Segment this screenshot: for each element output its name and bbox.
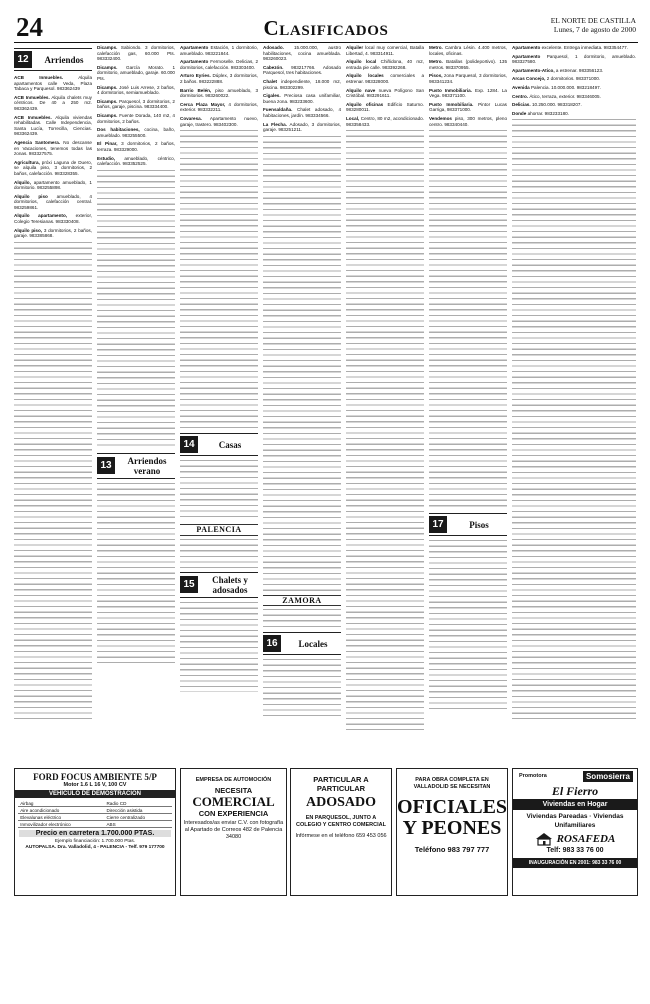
table-cell: ABS bbox=[104, 821, 171, 828]
ad-text: 3 dormitorios, 2 baños, garaje. 983385868. bbox=[14, 227, 92, 239]
section-name: Chalets y adosados bbox=[212, 574, 248, 595]
ad-text: zona Parquesol, 3 dormitorios, 983341234. bbox=[429, 73, 507, 84]
classified-ad bbox=[14, 194, 92, 211]
classified-ad bbox=[263, 45, 341, 62]
ad-lead: Cabezón. bbox=[263, 64, 284, 70]
ad-lead: Pisos, bbox=[429, 73, 443, 79]
classified-ad bbox=[14, 75, 92, 92]
ad-lead: Avenida bbox=[512, 84, 530, 90]
ad-text: excelente. Entrega inmediata. 983354477. bbox=[541, 45, 628, 50]
ad-text-block bbox=[263, 659, 341, 719]
ad-text: José Luis Arrese, 2 baños, 4 dormitorios, semiamueblado. bbox=[97, 84, 175, 96]
ad-text: 10.250.000. 983318207. bbox=[531, 102, 582, 108]
table-row bbox=[18, 821, 172, 828]
city-heading-zamora: ZAMORA bbox=[263, 595, 341, 607]
classified-ad bbox=[180, 102, 258, 113]
classified-ad bbox=[97, 127, 175, 138]
ad-text-block bbox=[429, 130, 507, 510]
ad-text: Parquesol, 1 dormitorio, amueblado. 983327580. bbox=[512, 53, 636, 65]
brand-subtitle: El Fierro bbox=[551, 784, 599, 798]
ad-text: Ático, terraza, exterior. 983346005. bbox=[529, 93, 601, 99]
classified-ad bbox=[97, 99, 175, 110]
classified-ad bbox=[429, 73, 507, 84]
ad-lead: Agencia Santomera. bbox=[14, 139, 61, 145]
ad-lead: Dicamps. bbox=[97, 45, 118, 50]
classified-ad bbox=[180, 59, 258, 70]
ad-lead: Arturo Eyries. bbox=[180, 73, 211, 79]
column-5 bbox=[346, 45, 424, 761]
particular-label: PARTICULAR A PARTICULAR bbox=[313, 775, 369, 793]
classified-ad bbox=[429, 116, 507, 127]
classified-ad bbox=[180, 73, 258, 84]
ad-lead: Vendemos bbox=[429, 115, 452, 121]
job-title: COMERCIAL bbox=[192, 794, 275, 809]
paper-name: EL NORTE DE CASTILLA bbox=[550, 16, 636, 25]
ad-lead: Fuensaldaña. bbox=[263, 107, 293, 113]
ad-text-block bbox=[180, 602, 258, 692]
ad-lead: Alquilo locales bbox=[346, 73, 384, 79]
ad-text: Estación, 1 dormitorio, amueblado. 983221844. bbox=[180, 45, 258, 56]
ad-lead: Dicamps. bbox=[97, 64, 118, 70]
table-row bbox=[18, 807, 172, 814]
column-7 bbox=[512, 45, 636, 761]
table-cell: Elevalunas eléctrico bbox=[18, 814, 104, 821]
section-number: 16 bbox=[263, 635, 281, 652]
dealer-address: AUTOPALSA. Dra. Valladolid, 4 - PALENCIA - Telf. 979 177700 bbox=[25, 845, 165, 850]
page-header bbox=[14, 12, 638, 43]
classified-ad bbox=[14, 160, 92, 177]
section-header-17 bbox=[429, 513, 507, 536]
ad-lead: Arcas Concejo, bbox=[512, 76, 546, 82]
ad-list bbox=[180, 45, 258, 127]
ad-text-block bbox=[263, 136, 341, 591]
ad-text-block bbox=[180, 460, 258, 520]
ad-text: No descanse en Vacaciones, tenemos todas las zonas. 983327575. bbox=[14, 139, 92, 157]
classified-ad bbox=[512, 94, 636, 100]
classified-ad bbox=[14, 180, 92, 191]
classified-ad bbox=[263, 65, 341, 76]
ad-lead: Apartamento bbox=[180, 45, 209, 50]
classified-ad bbox=[512, 68, 636, 74]
ad-list bbox=[512, 45, 636, 116]
ad-text-block bbox=[97, 170, 175, 450]
price-value: 1.700.000 PTAS. bbox=[101, 830, 155, 837]
classified-ad bbox=[180, 45, 258, 56]
employer: EMPRESA DE AUTOMOCIÓN bbox=[195, 777, 272, 783]
classified-ad bbox=[512, 111, 636, 117]
table-cell: Airbag bbox=[18, 800, 104, 807]
ad-text: amueblado, céntrico, calefacción. 983352525. bbox=[97, 155, 175, 167]
ad-text: apartamento amueblado, 1 dormitorio. 983255898. bbox=[14, 179, 92, 191]
ad-lead: Alquilo apartamento, bbox=[14, 213, 68, 219]
column-3 bbox=[180, 45, 258, 761]
classified-ad bbox=[512, 54, 636, 65]
ad-lead: Pusto Inmobiliaria. bbox=[429, 101, 474, 107]
ad-text-block bbox=[14, 242, 92, 722]
ad-lead: Alquilo piso bbox=[14, 193, 48, 199]
classified-ad bbox=[346, 116, 424, 127]
classified-ad bbox=[97, 85, 175, 96]
ad-lead: Barrio Belén, bbox=[180, 87, 212, 93]
promo-footer: INAUGURACIÓN EN 2001: 983 33 76 00 bbox=[513, 858, 637, 868]
ad-lead: Alquilo nave bbox=[346, 87, 376, 93]
classified-ad bbox=[429, 102, 507, 113]
classified-ad bbox=[97, 45, 175, 62]
classified-ad bbox=[263, 79, 341, 90]
ad-list bbox=[429, 45, 507, 127]
issue-date: Lunes, 7 de agosto de 2000 bbox=[553, 25, 636, 34]
header-info bbox=[551, 16, 636, 34]
ad-text: cocina, baño, amueblado. 983255500. bbox=[97, 127, 175, 138]
ad-lead: Estudio, bbox=[97, 155, 116, 161]
ad-lead: Alquilo local bbox=[346, 59, 377, 65]
ad-lead: ACB Inmuebles. bbox=[14, 94, 50, 100]
ad-list bbox=[97, 45, 175, 167]
ad-subtitle: Motor 1.6 L 16 V, 100 CV bbox=[63, 782, 127, 788]
ad-text: 983217766. Adosado Parquesol, tres habitaciones. bbox=[263, 64, 341, 76]
brand-somosierra: Somosierra bbox=[583, 771, 633, 782]
ad-text: Palencia. 10.000.000. 983218497. bbox=[530, 84, 601, 90]
classified-ad bbox=[346, 102, 424, 113]
ad-lead: Alquiler bbox=[346, 45, 364, 50]
ad-text-block bbox=[346, 130, 424, 730]
ad-text-block bbox=[97, 483, 175, 663]
ad-text: Alquila apartamentos calle Veda, Plaza Tabaca y Parquesol. 983362439 bbox=[14, 75, 92, 92]
classified-ad bbox=[14, 228, 92, 239]
classified-ad bbox=[346, 88, 424, 99]
classified-ad bbox=[180, 116, 258, 127]
ad-text: comerciales a estrenar. 983328000. bbox=[346, 73, 424, 84]
requirement: CON EXPERIENCIA bbox=[198, 809, 269, 818]
classified-ad bbox=[14, 115, 92, 137]
section-number: 13 bbox=[97, 457, 115, 474]
ad-lead: Donde bbox=[512, 110, 527, 116]
classified-ad bbox=[512, 85, 636, 91]
brand-rosafeda: ROSAFEDA bbox=[556, 833, 616, 845]
ad-text: próxi Laguna de Duero, se alquila piso, 3 dormitorios, 2 baños, calefacción. 983328355. bbox=[14, 159, 92, 176]
classified-ad bbox=[512, 45, 636, 51]
ad-text: Adosado, 3 dormitorios, garaje. 983251211. bbox=[263, 121, 341, 133]
ad-text: Chalet adosado, 4 habitaciones, jardín. 983334566. bbox=[263, 107, 341, 118]
table-cell: Aire acondicionado bbox=[18, 807, 104, 814]
ad-text: amueblado, 4 dormitorios, calefacción central. 983259861. bbox=[14, 193, 92, 210]
price-label: Precio en carretera bbox=[35, 830, 100, 837]
ford-focus-ad bbox=[14, 768, 176, 896]
promo-phone: Telf: 983 33 76 00 bbox=[546, 847, 604, 854]
classified-ad bbox=[180, 88, 258, 99]
contact-phone: Teléfono 983 797 777 bbox=[414, 845, 490, 854]
ad-text: 3 dormitorios, 2 baños, terraza. 983329000. bbox=[97, 141, 175, 152]
ad-text: Sabiondo. 3 dormitorios, calefacción gas, 60.000 Pts. 983332400. bbox=[97, 45, 175, 62]
ad-lead: ACB Inmuebles. bbox=[14, 75, 64, 80]
ad-text: piso, 300 metros, pleno centro. 983340440. bbox=[429, 115, 507, 127]
classified-ad bbox=[263, 93, 341, 104]
logo-row bbox=[513, 832, 637, 846]
location: EN PARQUESOL, JUNTO A COLEGIO Y CENTRO COMERCIAL bbox=[296, 815, 386, 828]
ad-lead: Covaresa. bbox=[180, 115, 202, 121]
column-6 bbox=[429, 45, 507, 761]
column-2 bbox=[97, 45, 175, 761]
ad-text: a estrenar. 983356123. bbox=[555, 67, 604, 73]
ad-text: Cambra Lésin. 4.400 metros, locales, oficinas. bbox=[429, 45, 507, 56]
ad-text: piso amueblado, 3 dormitorios. 983260022. bbox=[180, 87, 258, 99]
ad-text: Fuente Dorada, 140 m2, 4 dormitorios, 2 baños. bbox=[97, 112, 175, 124]
classified-ad bbox=[97, 141, 175, 152]
ad-lead: Metro. bbox=[429, 45, 443, 50]
ad-text: exterior, Colegio Teresianas. 983330408. bbox=[14, 213, 92, 225]
ad-lead: ACB Inmuebles. bbox=[14, 114, 52, 120]
ad-lead: Cerca Plaza Mayor, bbox=[180, 101, 226, 107]
ad-title: FORD FOCUS AMBIENTE 5/P bbox=[33, 772, 157, 782]
ad-lead: Cigales. bbox=[263, 93, 281, 99]
financing-note: Ejemplo financiación: 1.700.000 Ptas. bbox=[54, 839, 136, 844]
section-number: 17 bbox=[429, 516, 447, 533]
ad-lead: Dicamps. bbox=[97, 84, 118, 90]
section-number: 15 bbox=[180, 576, 198, 593]
ad-text-block bbox=[429, 540, 507, 710]
ad-lead: Apartamento bbox=[512, 45, 541, 50]
column-1 bbox=[14, 45, 92, 761]
section-name: Arriendos verano bbox=[127, 455, 167, 476]
ad-text: Preciosa casa unifamiliar, buena zona. 983233600. bbox=[263, 93, 341, 104]
ad-lead: Alquilo, bbox=[14, 179, 31, 185]
ad-lead: Local, bbox=[346, 115, 360, 121]
ad-text: Alquila chalets muy céntricos. De 40 a 250 m2. 983362439. bbox=[14, 94, 92, 111]
city-heading-palencia: PALENCIA bbox=[180, 524, 258, 536]
classified-ad bbox=[429, 88, 507, 99]
job-intro: PARA OBRA COMPLETA EN VALLADOLID SE NECESITAN bbox=[413, 777, 491, 790]
ad-lead: Adosado. bbox=[263, 45, 284, 50]
section-name: Locales bbox=[298, 638, 328, 649]
promo-line: Viviendas Pareadas · Viviendas Unifamiliares bbox=[526, 813, 624, 829]
classified-ad bbox=[429, 59, 507, 70]
classified-ad bbox=[14, 95, 92, 112]
table-cell: Dirección asistida bbox=[104, 807, 171, 814]
section-header-13 bbox=[97, 453, 175, 479]
section-name: Arriendos bbox=[44, 54, 84, 65]
ad-text: independiente, 18.000 m2, piscina. 983302299. bbox=[263, 78, 341, 90]
classified-ad bbox=[429, 45, 507, 56]
ad-text: Edificio Saturno. 983280011. bbox=[346, 101, 424, 113]
apply-instructions: Interesados/as enviar C.V. con fotografía al Apartado de Correos 482 de Palencia 34080 bbox=[183, 820, 284, 840]
classified-ad bbox=[97, 113, 175, 124]
classified-ad bbox=[263, 107, 341, 118]
ad-lead: Chalet bbox=[263, 78, 278, 84]
ad-lead: Dos habitaciones, bbox=[97, 127, 140, 133]
ad-list bbox=[263, 45, 341, 133]
ad-list bbox=[346, 45, 424, 127]
ad-lead: Pusto Inmobiliaria. bbox=[429, 87, 472, 93]
ad-text: 15.000.000, austro habilitaciones, cocina amueblada. 983260023. bbox=[263, 45, 341, 62]
property-type: ADOSADO bbox=[305, 795, 376, 810]
ad-text-block bbox=[180, 539, 258, 569]
classified-ad bbox=[346, 59, 424, 70]
adosado-ad bbox=[290, 768, 392, 896]
table-cell: Inmovilizador electrónico bbox=[18, 821, 104, 828]
contact-phone: Infórmese en el teléfono 659 453 056 bbox=[295, 833, 387, 839]
ad-lead: Delicias. bbox=[512, 102, 531, 108]
classified-ad bbox=[346, 73, 424, 84]
ad-lead: Apartamento bbox=[512, 53, 541, 59]
section-number: 14 bbox=[180, 436, 198, 453]
classified-ad bbox=[346, 45, 424, 56]
need-label: NECESITA bbox=[214, 786, 253, 795]
ad-text: 4 dormitorios, exterior. 983332211. bbox=[180, 101, 258, 113]
ad-lead: Dicamps. bbox=[97, 98, 118, 104]
oficiales-job-ad bbox=[396, 768, 508, 896]
ad-band: VEHÍCULO DE DEMOSTRACIÓN bbox=[15, 790, 175, 798]
feature-table bbox=[18, 800, 172, 828]
ad-text: García Morato. 1 dormitorio, amueblado, garaje. 60.000 Pts. bbox=[97, 64, 175, 81]
ad-lead: Apartamento bbox=[180, 59, 209, 65]
ad-text: Parquesol, 3 dormitorios, 2 baños, garaje, piscina. 983334400. bbox=[97, 98, 175, 110]
section-header-12 bbox=[14, 48, 92, 71]
brand-row bbox=[513, 769, 637, 784]
ad-lead: Alquilo oficinas bbox=[346, 101, 384, 107]
ad-text: Chiñidona, 40 m2, entrada pie calle. 983392268. bbox=[346, 59, 424, 70]
ad-text: Pintor Lucas Garriga, 983371000. bbox=[429, 101, 507, 113]
classified-ad bbox=[14, 213, 92, 224]
ad-text: local muy comercial, Batalla Libertad, 4. 983314911. bbox=[346, 45, 424, 56]
ad-lead: Dicamps. bbox=[97, 112, 118, 118]
ad-text: Batallas (polideportivo). 135 metros. 983370955. bbox=[429, 59, 507, 70]
ad-text-block bbox=[263, 609, 341, 629]
classified-ad bbox=[512, 76, 636, 82]
table-cell: Radio CD bbox=[104, 800, 171, 807]
ad-text: nueva Polígono San Cristóbal. 983291611. bbox=[346, 87, 424, 99]
comercial-job-ad bbox=[180, 768, 287, 896]
ad-text: Exp. 1284. La Vega. 983371100. bbox=[429, 87, 507, 99]
classified-ad bbox=[97, 156, 175, 167]
ad-lead: Alquilo piso, bbox=[14, 227, 43, 233]
ad-text: Alquila viviendas rehabilitadas. Calle Independencia, Santa Lucía, Torrecilla, Ciencias. 983362439. bbox=[14, 114, 92, 137]
ad-lead: El Pinar, bbox=[97, 141, 118, 147]
ad-text: Fermoselle. Delicias, 2 dormitorios, calefacción. 983303400. bbox=[180, 59, 258, 70]
ad-lead: La Flecha. bbox=[263, 121, 287, 127]
ad-text-block bbox=[512, 119, 636, 719]
section-title: Clasificados bbox=[263, 16, 389, 40]
section-name: Casas bbox=[218, 439, 242, 450]
job-roles: OFICIALES Y PEONES bbox=[397, 796, 508, 839]
promotora-ad bbox=[512, 768, 638, 896]
house-icon bbox=[535, 832, 553, 846]
ad-text: Dúplex, 3 dormitorios, 2 baños. 983222888. bbox=[180, 73, 258, 84]
ad-lead: Metro. bbox=[429, 59, 443, 65]
promo-band: Viviendas en Hogar bbox=[513, 799, 637, 810]
price-row bbox=[19, 830, 171, 837]
section-name: Pisos bbox=[469, 519, 489, 530]
column-4 bbox=[263, 45, 341, 761]
ad-text: ahorrar. 983233180. bbox=[527, 110, 569, 116]
ad-lead: Apartamento-Atico, bbox=[512, 67, 555, 73]
classified-ad bbox=[14, 140, 92, 157]
brand-promotora: Promotora bbox=[519, 773, 547, 779]
ad-lead: Centro. bbox=[512, 93, 529, 99]
ad-text: 2 dormitorios. 983371000. bbox=[546, 76, 601, 82]
section-header-15 bbox=[180, 572, 258, 598]
ad-list bbox=[14, 75, 92, 239]
classified-ad bbox=[97, 65, 175, 82]
page-number: 24 bbox=[16, 12, 43, 42]
ad-text: Apartamento nuevo, garaje, trastero. 983402300. bbox=[180, 115, 258, 127]
classified-ad bbox=[512, 102, 636, 108]
table-row bbox=[18, 814, 172, 821]
ad-lead: Agricultura, bbox=[14, 159, 40, 165]
section-header-16 bbox=[263, 632, 341, 655]
section-header-14 bbox=[180, 433, 258, 456]
section-number: 12 bbox=[14, 51, 32, 68]
ad-text: Centro, 80 m2, acondicionado. 983358433. bbox=[346, 115, 424, 127]
classified-ad bbox=[263, 122, 341, 133]
table-cell: Cierre centralizado bbox=[104, 814, 171, 821]
ad-text-block bbox=[180, 130, 258, 430]
